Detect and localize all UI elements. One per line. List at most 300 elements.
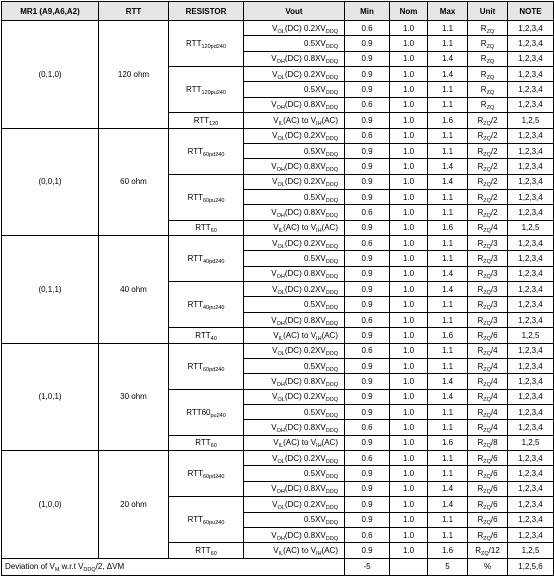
vout-text: (DC) 0.2XV [284,346,326,356]
vout-subscript: OH [276,212,285,219]
unit-symbol: R [477,207,484,217]
resistor-cell [169,543,244,558]
min-cell [345,497,390,512]
vout-subscript: OH [276,274,285,281]
unit-symbol: R [480,39,487,49]
deviation-text: /2, ΔVM [95,562,125,572]
vout-text: (AC) to V [283,545,317,555]
vout-subscript: DDQ [325,381,338,388]
nom-cell [390,21,428,36]
note-cell [508,497,554,512]
resistor-subscript: 60 [210,228,217,235]
resistor-name: RTT [186,85,202,95]
note-value: 1,2,3,4 [518,85,543,95]
note-cell [508,266,554,281]
min-cell [345,266,390,281]
header-nom: Nom [390,2,428,21]
resistor-name: RTT [187,515,203,525]
note-value: 1,2,3,4 [518,530,543,540]
unit-symbol: R [477,438,484,448]
unit-subscript: ZQ [483,120,491,127]
resistor-name: RTT [187,254,203,264]
min-value: 0.9 [361,146,373,156]
vout-subscript: DDQ [325,274,338,281]
vout-subscript: DDQ [325,458,338,465]
resistor-cell [169,389,244,435]
max-value: 1.1 [441,407,454,417]
unit-divisor: /4 [490,376,498,386]
max-cell [428,236,468,251]
unit-divisor: /4 [490,407,498,417]
nom-value: 1.0 [402,376,415,386]
vout-text: V [272,177,278,187]
rtt-value-cell [99,343,169,451]
note-cell [508,466,554,481]
table-row [2,236,554,251]
note-value: 1,2,3,4 [518,238,543,248]
resistor-name: RTT [195,438,211,448]
vout-subscript: OH [276,535,285,542]
rtt-value-cell [99,236,169,344]
note-value: 1,2,3,4 [518,484,543,494]
nom-value: 1.0 [402,207,415,217]
max-value: 1.4 [441,69,454,79]
min-cell [345,189,390,204]
nom-value: 1.0 [402,530,415,540]
vout-text: (DC) 0.8XV [284,423,326,433]
resistor-name: RTT [186,39,202,49]
unit-divisor: /3 [490,254,498,264]
unit-symbol: R [477,407,484,417]
note-value: 1,2,5 [521,545,540,555]
vout-cell [244,343,345,358]
unit-subscript: ZQ [483,443,491,450]
unit-symbol: R [477,453,484,463]
vout-text: (DC) 0.2XV [284,499,326,509]
unit-divisor: /2 [490,161,498,171]
nom-value: 1.0 [402,23,415,33]
unit-symbol: R [477,269,484,279]
note-cell [508,128,554,143]
resistor-subscript: 60pd240 [202,366,225,373]
unit-symbol: R [480,100,487,110]
vout-text: V [272,346,278,356]
vout-cell [244,36,345,51]
nom-value: 1.0 [402,330,415,340]
vout-cell [244,205,345,220]
vout-cell [244,543,345,558]
unit-cell [468,205,508,220]
deviation-note-cell [508,558,554,575]
header-resistor: RESISTOR [169,2,244,21]
min-cell [345,97,390,112]
min-value: 0.9 [361,330,373,340]
nom-cell [390,251,428,266]
vout-text: (DC) 0.2XV [284,23,326,33]
vout-subscript: OL [277,243,285,250]
vout-text: V [271,207,277,217]
mr1-code-cell [2,451,99,559]
nom-cell [390,343,428,358]
vout-text: V [271,423,277,433]
max-cell [428,21,468,36]
vout-cell [244,51,345,66]
note-cell [508,282,554,297]
note-value: 1,2,3,4 [518,207,543,217]
min-value: 0.9 [361,223,373,233]
resistor-cell [169,113,244,128]
unit-cell [468,328,508,343]
deviation-max-cell [428,558,468,575]
unit-divisor: /4 [490,392,498,402]
nom-cell [390,389,428,404]
vout-subscript: DDQ [325,90,338,97]
vout-text: V [272,69,278,79]
rtt-value-cell [99,451,169,559]
max-cell [428,404,468,419]
unit-symbol: R [477,115,484,125]
max-value: 1.1 [441,238,454,248]
min-value: 0.9 [361,161,373,171]
vout-text: V [272,238,278,248]
max-cell [428,374,468,389]
unit-symbol: R [477,515,484,525]
unit-subscript: ZQ [483,166,491,173]
nom-cell [390,82,428,97]
note-cell [508,143,554,158]
vout-subscript: DDQ [325,474,338,481]
max-cell [428,251,468,266]
unit-cell [468,497,508,512]
vout-subscript: DDQ [325,182,338,189]
nom-cell [390,205,428,220]
max-value: 1.1 [441,100,454,110]
resistor-name: RTT [187,192,203,202]
min-cell [345,21,390,36]
vout-cell [244,21,345,36]
vout-subscript: IH [316,550,322,557]
nom-value: 1.0 [402,469,415,479]
vout-text: (DC) 0.8XV [284,269,326,279]
max-cell [428,389,468,404]
note-value: 1,2,3,4 [518,254,543,264]
min-value: 0.6 [361,131,373,141]
note-cell [508,358,554,373]
unit-cell [468,374,508,389]
vout-cell [244,236,345,251]
note-value: 1,2,3,4 [518,361,543,371]
min-value: 0.9 [361,469,373,479]
vout-text: 0.5XV [303,192,326,202]
resistor-name: RTT [187,361,203,371]
nom-cell [390,512,428,527]
unit-cell [468,21,508,36]
resistor-cell [169,343,244,389]
unit-divisor: /6 [490,453,498,463]
unit-cell [468,220,508,235]
nom-value: 1.0 [402,254,415,264]
nom-cell [390,236,428,251]
resistor-subscript: 60pu240 [202,520,225,527]
note-value: 1,2,3,4 [518,346,543,356]
unit-cell [468,174,508,189]
nom-cell [390,266,428,281]
unit-divisor: /8 [490,438,498,448]
vout-text: 0.5XV [303,39,326,49]
vout-cell [244,297,345,312]
note-cell [508,67,554,82]
max-cell [428,466,468,481]
unit-symbol: R [477,315,484,325]
max-value: 1.4 [441,284,454,294]
max-value: 1.6 [441,438,454,448]
deviation-note: 1,2,5,6 [518,562,543,572]
max-value: 1.1 [441,39,454,49]
resistor-cell [169,497,244,543]
nom-cell [390,128,428,143]
nom-value: 1.0 [402,177,415,187]
vout-text: 0.5XV [303,146,326,156]
min-cell [345,82,390,97]
deviation-row [2,558,554,575]
vout-cell [244,404,345,419]
unit-symbol: R [477,146,484,156]
nom-value: 1.0 [402,100,415,110]
resistor-cell [169,328,244,343]
max-value: 1.4 [441,484,454,494]
min-value: 0.9 [361,177,373,187]
vout-subscript: OL [277,397,285,404]
max-value: 1.4 [441,376,454,386]
max-value: 1.1 [441,131,454,141]
vout-text: (DC) 0.8XV [284,161,326,171]
note-cell [508,435,554,450]
vout-cell [244,67,345,82]
deviation-nom-cell [390,558,428,575]
min-value: 0.9 [361,284,373,294]
max-value: 1.1 [441,469,454,479]
vout-text: (DC) 0.8XV [284,100,326,110]
resistor-name: RTT [187,469,203,479]
min-cell [345,374,390,389]
note-value: 1,2,3,4 [518,499,543,509]
unit-subscript: ZQ [483,504,491,511]
min-cell [345,543,390,558]
max-cell [428,282,468,297]
nom-value: 1.0 [402,161,415,171]
max-cell [428,220,468,235]
unit-symbol: R [477,161,484,171]
note-value: 1,2,3,4 [518,146,543,156]
min-cell [345,312,390,327]
unit-divisor: /2 [490,115,498,125]
table-header-row [2,2,554,21]
note-cell [508,451,554,466]
unit-cell [468,481,508,496]
min-value: 0.9 [361,407,373,417]
nom-value: 1.0 [402,392,415,402]
unit-cell [468,420,508,435]
nom-value: 1.0 [402,85,415,95]
unit-symbol: R [477,330,484,340]
vout-cell [244,466,345,481]
unit-divisor: /6 [490,499,498,509]
vout-subscript: IH [316,443,322,450]
vout-subscript: DDQ [325,166,338,173]
unit-subscript: ZQ [483,335,491,342]
max-cell [428,420,468,435]
max-value: 1.4 [441,392,454,402]
max-cell [428,82,468,97]
min-cell [345,251,390,266]
note-value: 1,2,3,4 [518,192,543,202]
nom-cell [390,36,428,51]
min-cell [345,205,390,220]
unit-divisor: /2 [490,131,498,141]
unit-symbol: R [480,69,487,79]
note-cell [508,236,554,251]
unit-subscript: ZQ [483,228,491,235]
vout-text: V [272,284,278,294]
unit-cell [468,128,508,143]
unit-cell [468,113,508,128]
vout-text: (AC) [321,330,338,340]
unit-subscript: ZQ [483,274,491,281]
unit-cell [468,451,508,466]
max-cell [428,97,468,112]
min-value: 0.9 [361,69,373,79]
vout-text: (DC) 0.2XV [284,453,326,463]
vout-text: (AC) to V [283,115,317,125]
unit-symbol: R [477,238,484,248]
min-cell [345,512,390,527]
unit-divisor: /3 [490,284,498,294]
max-value: 1.1 [441,23,454,33]
unit-divisor: /3 [490,315,498,325]
resistor-cell [169,282,244,328]
resistor-name: RTT [193,115,210,125]
vout-cell [244,143,345,158]
vout-cell [244,128,345,143]
vout-cell [244,189,345,204]
nom-value: 1.0 [402,515,415,525]
unit-subscript: ZQ [486,28,495,35]
unit-cell [468,435,508,450]
mr1-code-cell [2,21,99,129]
nom-value: 1.0 [402,39,415,49]
vout-cell [244,113,345,128]
vout-text: (DC) 0.2XV [284,238,326,248]
min-value: 0.6 [361,530,373,540]
note-cell [508,113,554,128]
vout-text: V [273,438,279,448]
unit-subscript: ZQ [483,381,491,388]
unit-divisor: /3 [490,269,498,279]
min-value: 0.6 [361,423,373,433]
unit-subscript: ZQ [481,550,489,557]
nom-value: 1.0 [402,192,415,202]
unit-divisor: /6 [490,469,498,479]
resistor-cell [169,67,244,113]
resistor-cell [169,174,244,220]
unit-symbol: R [477,376,484,386]
vout-subscript: OH [276,381,285,388]
nom-cell [390,297,428,312]
max-value: 1.1 [441,515,454,525]
unit-divisor: /2 [490,207,498,217]
vout-text: (AC) [321,223,338,233]
nom-cell [390,404,428,419]
max-cell [428,481,468,496]
unit-divisor: /6 [490,530,498,540]
note-cell [508,159,554,174]
nom-cell [390,543,428,558]
note-value: 1,2,3,4 [518,407,543,417]
unit-subscript: ZQ [483,428,491,435]
unit-subscript: ZQ [483,535,491,542]
vout-text: V [272,499,278,509]
unit-divisor: /2 [490,177,498,187]
nom-value: 1.0 [402,269,415,279]
min-cell [345,174,390,189]
resistor-subscript: pu240 [210,412,226,419]
vout-cell [244,527,345,542]
unit-cell [468,404,508,419]
max-value: 1.6 [441,115,454,125]
unit-subscript: ZQ [486,90,495,97]
nom-cell [390,497,428,512]
vout-subscript: DDQ [325,197,338,204]
nom-value: 1.0 [402,238,415,248]
rtt-value-cell [99,21,169,129]
resistor-cell [169,236,244,282]
nom-cell [390,374,428,389]
vout-text: V [271,315,277,325]
vout-cell [244,420,345,435]
min-cell [345,236,390,251]
vout-text: V [273,223,279,233]
nom-cell [390,220,428,235]
unit-divisor: /6 [490,484,498,494]
unit-cell [468,67,508,82]
min-value: 0.9 [361,192,373,202]
resistor-cell [169,128,244,174]
nom-cell [390,527,428,542]
unit-cell [468,236,508,251]
note-cell [508,189,554,204]
vout-subscript: DDQ [325,520,338,527]
note-cell [508,82,554,97]
min-cell [345,343,390,358]
vout-subscript: DDQ [325,289,338,296]
vout-cell [244,451,345,466]
resistor-subscript: 60 [210,443,217,450]
vout-subscript: DDQ [325,489,338,496]
min-value: 0.9 [361,254,373,264]
vout-text: 0.5XV [303,407,326,417]
unit-subscript: ZQ [483,397,491,404]
unit-subscript: ZQ [483,305,491,312]
unit-subscript: ZQ [486,59,495,66]
unit-divisor: /4 [490,423,498,433]
unit-subscript: ZQ [483,136,491,143]
max-cell [428,527,468,542]
vout-subscript: OL [277,136,285,143]
max-cell [428,435,468,450]
vout-subscript: OL [277,504,285,511]
deviation-max: 5 [445,562,450,572]
max-cell [428,128,468,143]
